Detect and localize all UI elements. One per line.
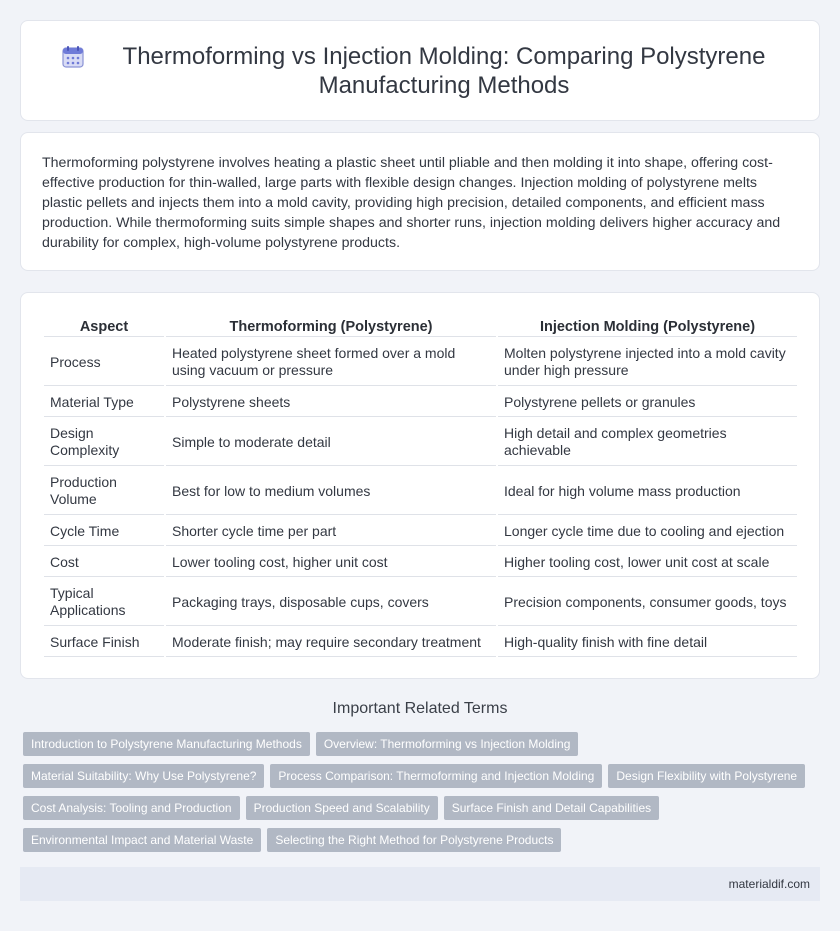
cell-aspect: Typical Applications	[44, 579, 164, 626]
table-row	[44, 339, 797, 386]
cell-thermoforming: Moderate finish; may require secondary treatment	[166, 628, 496, 657]
cell-thermoforming: Best for low to medium volumes	[166, 468, 496, 515]
comparison-table	[42, 313, 799, 659]
cell-aspect: Design Complexity	[44, 419, 164, 466]
cell-thermoforming: Packaging trays, disposable cups, covers	[166, 579, 496, 626]
cell-injection-molding: Molten polystyrene injected into a mold cavity under high pressure	[498, 339, 797, 386]
table-row	[44, 517, 797, 546]
related-term-tag[interactable]: Cost Analysis: Tooling and Production	[23, 796, 240, 820]
cell-thermoforming: Lower tooling cost, higher unit cost	[166, 548, 496, 577]
table-row	[44, 548, 797, 577]
related-term-tag[interactable]: Selecting the Right Method for Polystyrene Products	[267, 828, 561, 852]
table-header-row	[44, 315, 797, 337]
cell-injection-molding: Precision components, consumer goods, toys	[498, 579, 797, 626]
related-term-tag[interactable]: Design Flexibility with Polystyrene	[608, 764, 805, 788]
cell-aspect: Surface Finish	[44, 628, 164, 657]
title-wrap	[21, 21, 819, 120]
page-title: Thermoforming vs Injection Molding: Comparing Polystyrene Manufacturing Methods	[122, 42, 766, 99]
related-term-tag[interactable]: Process Comparison: Thermoforming and Injection Molding	[270, 764, 602, 788]
related-term-tag[interactable]: Surface Finish and Detail Capabilities	[444, 796, 659, 820]
related-term-tag[interactable]: Material Suitability: Why Use Polystyrene?	[23, 764, 264, 788]
cell-injection-molding: Higher tooling cost, lower unit cost at scale	[498, 548, 797, 577]
cell-aspect: Cost	[44, 548, 164, 577]
table-row	[44, 579, 797, 626]
cell-thermoforming: Simple to moderate detail	[166, 419, 496, 466]
related-term-tag[interactable]: Environmental Impact and Material Waste	[23, 828, 261, 852]
cell-aspect: Production Volume	[44, 468, 164, 515]
title-card	[20, 20, 820, 121]
cell-injection-molding: High detail and complex geometries achievable	[498, 419, 797, 466]
header-aspect: Aspect	[44, 315, 164, 337]
table-row	[44, 419, 797, 466]
cell-thermoforming: Heated polystyrene sheet formed over a mold using vacuum or pressure	[166, 339, 496, 386]
related-terms-heading: Important Related Terms	[332, 700, 508, 717]
intro-card	[20, 132, 820, 271]
cell-injection-molding: Ideal for high volume mass production	[498, 468, 797, 515]
comparison-card	[20, 292, 820, 679]
header-thermoforming: Thermoforming (Polystyrene)	[166, 315, 496, 337]
related-term-tag[interactable]: Overview: Thermoforming vs Injection Molding	[316, 732, 579, 756]
intro-paragraph: Thermoforming polystyrene involves heating a plastic sheet until pliable and then molding it into shape, offering cost-effective production for thin-walled, large parts with flexible design changes. Injection molding of polystyrene melts plastic pellets and injects them into a mold cavity, providing high precision, detailed components, and efficient mass production. While thermoforming suits simple shapes and shorter runs, injection molding delivers higher accuracy and durability for complex, high-volume polystyrene products.	[42, 155, 781, 251]
related-terms-list	[23, 732, 823, 860]
cell-aspect: Process	[44, 339, 164, 386]
cell-thermoforming: Shorter cycle time per part	[166, 517, 496, 546]
footer	[20, 867, 820, 901]
calendar-icon	[61, 45, 85, 69]
cell-injection-molding: Polystyrene pellets or granules	[498, 388, 797, 417]
related-term-tag[interactable]: Production Speed and Scalability	[246, 796, 438, 820]
header-injection-molding: Injection Molding (Polystyrene)	[498, 315, 797, 337]
cell-injection-molding: High-quality finish with fine detail	[498, 628, 797, 657]
related-term-tag[interactable]: Introduction to Polystyrene Manufacturing Methods	[23, 732, 310, 756]
cell-aspect: Material Type	[44, 388, 164, 417]
table-row	[44, 388, 797, 417]
footer-site-link[interactable]: materialdif.com	[728, 877, 810, 891]
table-row	[44, 468, 797, 515]
table-row	[44, 628, 797, 657]
cell-injection-molding: Longer cycle time due to cooling and ejection	[498, 517, 797, 546]
cell-thermoforming: Polystyrene sheets	[166, 388, 496, 417]
cell-aspect: Cycle Time	[44, 517, 164, 546]
